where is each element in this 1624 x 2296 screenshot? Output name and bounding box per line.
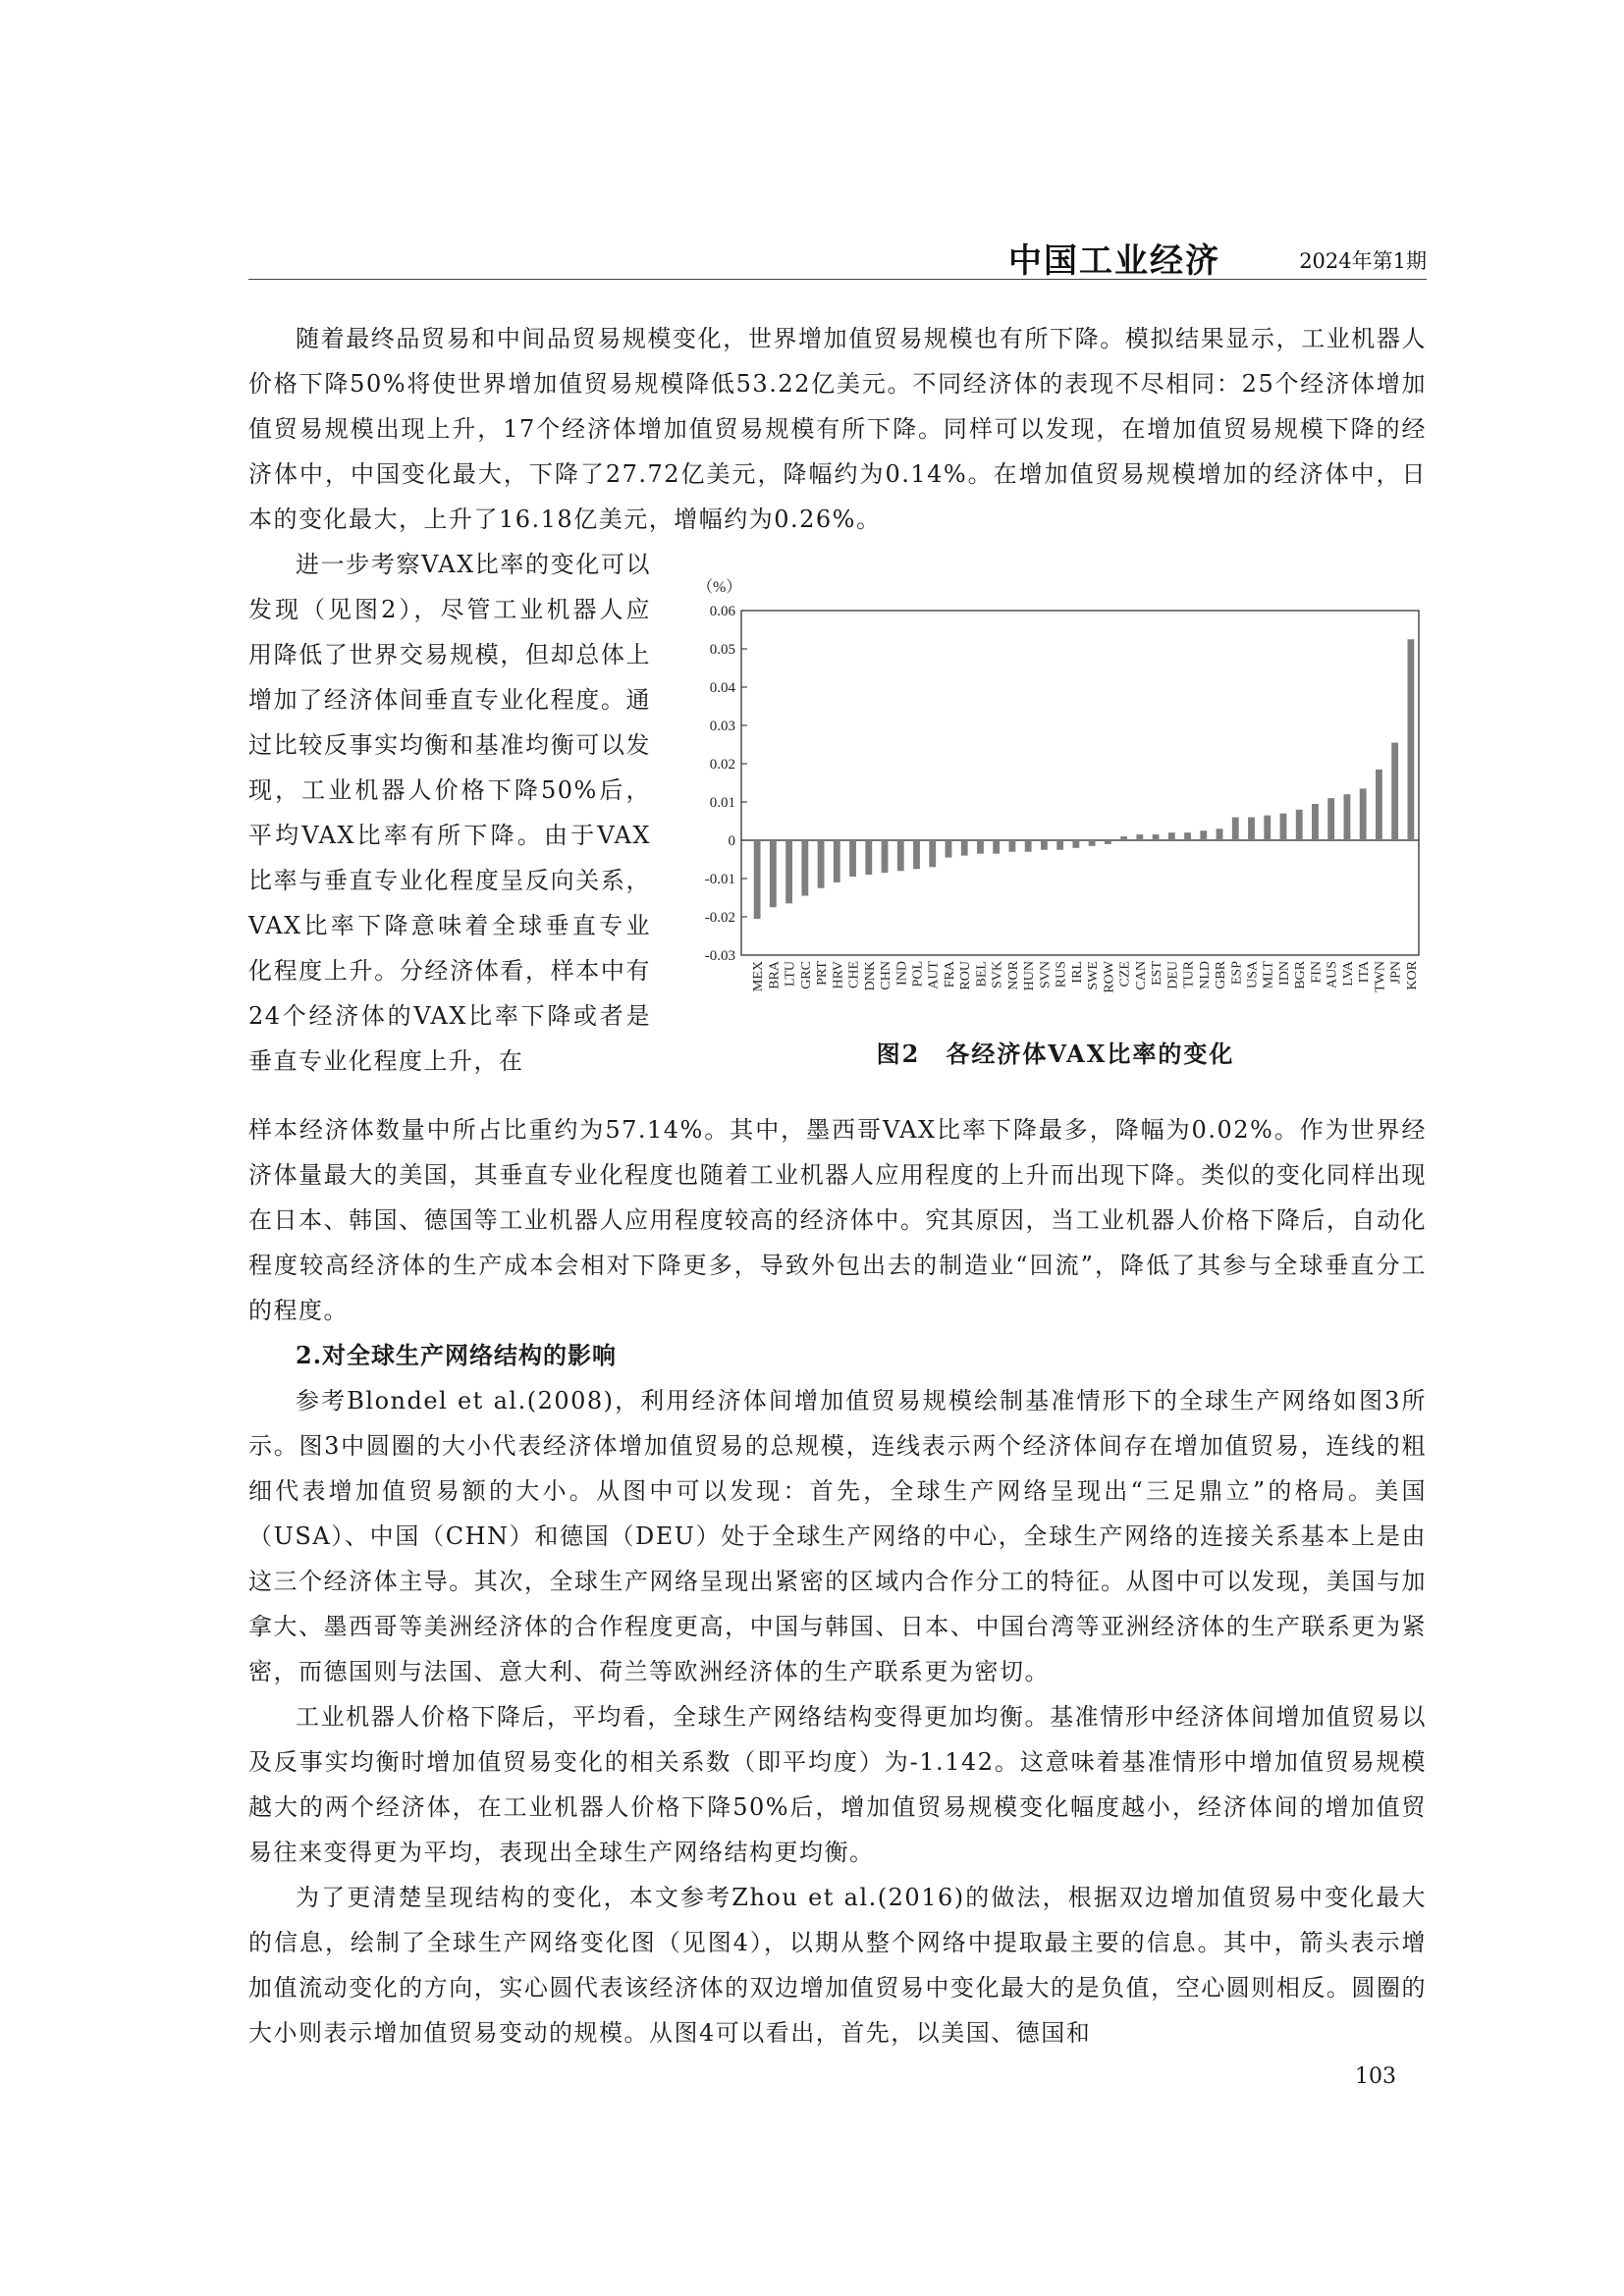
bar-deu: [1168, 832, 1175, 840]
x-tick-label: SVN: [1038, 961, 1054, 989]
x-tick-label: POL: [910, 961, 926, 988]
vax-bar-chart-svg: [677, 569, 1434, 1031]
x-tick-label: BEL: [974, 961, 990, 988]
x-tick-label: CHE: [846, 961, 862, 988]
bar-twn: [1376, 770, 1382, 840]
x-tick-label: CZE: [1117, 961, 1133, 988]
bar-swe: [1089, 840, 1096, 846]
bar-ltu: [785, 840, 792, 903]
x-tick-label: BGR: [1293, 961, 1309, 989]
x-tick-label: ITA: [1357, 961, 1373, 984]
x-tick-label: RUS: [1054, 961, 1069, 988]
bar-usa: [1248, 818, 1255, 840]
bar-aut: [929, 840, 936, 867]
x-tick-label: USA: [1245, 961, 1261, 989]
bar-hun: [1025, 840, 1032, 852]
x-tick-label: BRA: [767, 961, 783, 989]
y-tick-label: 0.03: [709, 719, 735, 734]
bar-kor: [1407, 639, 1414, 840]
bar-svn: [1041, 840, 1048, 850]
bar-cze: [1120, 836, 1127, 840]
bar-chn: [882, 840, 889, 873]
x-tick-label: AUT: [926, 961, 942, 989]
paragraph-vax-ratio: 进一步考察VAX比率的变化可以发现（见图2），尽管工业机器人应用降低了世界交易规模，但却总体上增加了经济体间垂直专业化程度。通过比较反事实均衡和基准均衡可以发现，工业机器人价格下降50%后，平均VAX比率有所下降。由于VAX比率与垂直专业化程度呈反向关系，VAX比率下降意味着全球垂直专业化程度上升。分经济体看，样本中有24个经济体的VAX比率下降或者是垂直专业化程度上升，在: [248, 551, 651, 1075]
x-tick-label: PRT: [815, 961, 831, 986]
x-tick-label: FRA: [942, 961, 957, 988]
y-tick-label: 0.01: [709, 795, 735, 811]
x-tick-label: ESP: [1229, 961, 1245, 986]
bar-idn: [1280, 814, 1287, 840]
x-tick-label: IDN: [1276, 961, 1292, 986]
x-tick-label: FIN: [1309, 961, 1325, 984]
paragraph-network-change: 为了更清楚呈现结构的变化，本文参考Zhou et al.(2016)的做法，根据双边增加值贸易中变化最大的信息，绘制了全球生产网络变化图（见图4），以期从整个网络中提取最主要的信息。其中，箭头表示增加值流动变化的方向，实心圆代表该经济体的双边增加值贸易中变化最大的是负值，空心圆则相反。圆圈的大小则表示增加值贸易变动的规模。从图4可以看出，首先，以美国、德国和: [248, 1884, 1427, 2047]
bar-aus: [1327, 798, 1334, 840]
journal-title: 中国工业经济: [1008, 241, 1220, 281]
bar-jpn: [1391, 743, 1398, 840]
y-tick-label: 0.04: [709, 680, 735, 696]
bar-rus: [1056, 840, 1063, 850]
bar-dnk: [865, 840, 872, 875]
x-tick-label: AUS: [1325, 961, 1340, 989]
x-tick-label: MEX: [751, 961, 767, 992]
y-tick-label: 0.05: [709, 642, 735, 658]
x-tick-label: HUN: [1022, 961, 1038, 991]
bar-lva: [1344, 794, 1351, 840]
x-tick-label: NOR: [1005, 961, 1021, 990]
bar-prt: [818, 840, 825, 888]
bar-svk: [993, 840, 1000, 854]
bar-row: [1105, 840, 1111, 844]
vax-ratio-chart: [677, 569, 1434, 1080]
x-tick-label: DEU: [1165, 961, 1181, 989]
bar-mex: [754, 840, 761, 919]
y-axis-unit-label: （%）: [697, 579, 742, 596]
x-tick-label: DNK: [862, 961, 878, 991]
x-tick-label: LTU: [783, 961, 798, 987]
running-header: [248, 234, 1427, 280]
x-tick-label: IND: [894, 961, 910, 986]
x-tick-label: CHN: [879, 961, 894, 990]
x-tick-label: CAN: [1133, 961, 1149, 990]
bar-can: [1136, 834, 1143, 840]
bar-ind: [897, 840, 904, 871]
paragraph-network-balance: 工业机器人价格下降后，平均看，全球生产网络结构变得更加均衡。基准情形中经济体间增加值贸易以及反事实均衡时增加值贸易变化的相关系数（即平均度）为-1.142。这意味着基准情形中增加值贸易规模越大的两个经济体，在工业机器人价格下降50%后，增加值贸易规模变化幅度越小，经济体间的增加值贸易往来变得更为平均，表现出全球生产网络结构更均衡。: [248, 1703, 1427, 1866]
x-tick-label: GBR: [1214, 961, 1229, 989]
bar-esp: [1232, 818, 1239, 840]
paragraph-vax-ratio-continued: 样本经济体数量中所占比重约为57.14%。其中，墨西哥VAX比率下降最多，降幅为0.02%。作为世界经济体量最大的美国，其垂直专业化程度也随着工业机器人应用程度的上升而出现下降。类似的变化同样出现在日本、韩国、德国等工业机器人应用程度较高的经济体中。究其原因，当工业机器人价格下降后，自动化程度较高经济体的生产成本会相对下降更多，导致外包出去的制造业“回流”，降低了其参与全球垂直分工的程度。: [248, 1116, 1427, 1324]
bar-mlt: [1264, 816, 1271, 840]
x-tick-label: LVA: [1340, 961, 1356, 987]
chart-bars: [754, 639, 1415, 919]
bar-bgr: [1296, 810, 1303, 840]
x-tick-label: KOR: [1404, 961, 1420, 990]
x-tick-label: ROW: [1102, 961, 1117, 993]
bar-pol: [913, 840, 920, 869]
x-tick-label: HRV: [831, 961, 846, 989]
x-tick-label: ROU: [958, 961, 974, 990]
bar-nor: [1009, 840, 1016, 852]
bar-irl: [1072, 840, 1079, 848]
bar-fin: [1312, 804, 1319, 840]
y-tick-label: 0.06: [709, 604, 735, 619]
x-tick-label: SVK: [990, 961, 1005, 989]
bar-gbr: [1217, 828, 1223, 840]
paragraph-network-structure: 参考Blondel et al.(2008)，利用经济体间增加值贸易规模绘制基准情形下的全球生产网络如图3所示。图3中圆圈的大小代表经济体增加值贸易的总规模，连线表示两个经济体间存在增加值贸易，连线的粗细代表增加值贸易额的大小。从图中可以发现：首先，全球生产网络呈现出“三足鼎立”的格局。美国（USA）、中国（CHN）和德国（DEU）处于全球生产网络的中心，全球生产网络的连接关系基本上是由这三个经济体主导。其次，全球生产网络呈现出紧密的区域内合作分工的特征。从图中可以发现，美国与加拿大、墨西哥等美洲经济体的合作程度更高，中国与韩国、日本、中国台湾等亚洲经济体的生产联系更为紧密，而德国则与法国、意大利、荷兰等欧洲经济体的生产联系更为密切。: [248, 1387, 1427, 1685]
bar-bra: [770, 840, 777, 907]
y-tick-label: -0.01: [704, 872, 735, 887]
y-tick-label: 0.02: [709, 757, 735, 773]
chart-x-tick-labels: [751, 960, 1420, 993]
issue-label: 2024年第1期: [1299, 249, 1427, 273]
bar-rou: [961, 840, 968, 856]
x-tick-label: EST: [1150, 961, 1165, 986]
paragraph-trade-scale: 随着最终品贸易和中间品贸易规模变化，世界增加值贸易规模也有所下降。模拟结果显示，工业机器人价格下降50%将使世界增加值贸易规模降低53.22亿美元。不同经济体的表现不尽相同：25个经济体增加值贸易规模出现上升，17个经济体增加值贸易规模有所下降。同样可以发现，在增加值贸易规模下降的经济体中，中国变化最大，下降了27.72亿美元，降幅约为0.14%。在增加值贸易规模增加的经济体中，日本的变化最大，上升了16.18亿美元，增幅约为0.26%。: [248, 325, 1427, 533]
bar-grc: [801, 840, 808, 896]
chart-axes: [705, 604, 1419, 964]
y-tick-label: -0.02: [704, 910, 735, 926]
x-tick-label: TWN: [1373, 961, 1388, 992]
figure-caption: 图2 各经济体VAX比率的变化: [876, 1040, 1235, 1068]
x-tick-label: MLT: [1261, 961, 1276, 989]
bar-nld: [1200, 830, 1207, 840]
page-number: 103: [1355, 2064, 1396, 2089]
section-subheading: 2.对全球生产网络结构的影响: [296, 1341, 618, 1369]
bar-che: [849, 840, 856, 877]
x-tick-label: TUR: [1181, 961, 1197, 988]
bar-est: [1153, 834, 1160, 840]
x-tick-label: GRC: [798, 961, 814, 989]
x-tick-label: NLD: [1197, 961, 1213, 989]
bar-hrv: [834, 840, 840, 882]
plot-frame: [741, 611, 1419, 955]
bar-bel: [977, 840, 984, 854]
y-tick-label: -0.03: [704, 948, 735, 964]
bar-ita: [1360, 788, 1367, 840]
x-tick-label: SWE: [1086, 961, 1102, 990]
x-tick-label: JPN: [1388, 961, 1404, 985]
bar-tur: [1184, 832, 1191, 840]
y-tick-label: 0: [728, 833, 735, 849]
x-tick-label: IRL: [1069, 961, 1085, 984]
bar-fra: [946, 840, 952, 858]
